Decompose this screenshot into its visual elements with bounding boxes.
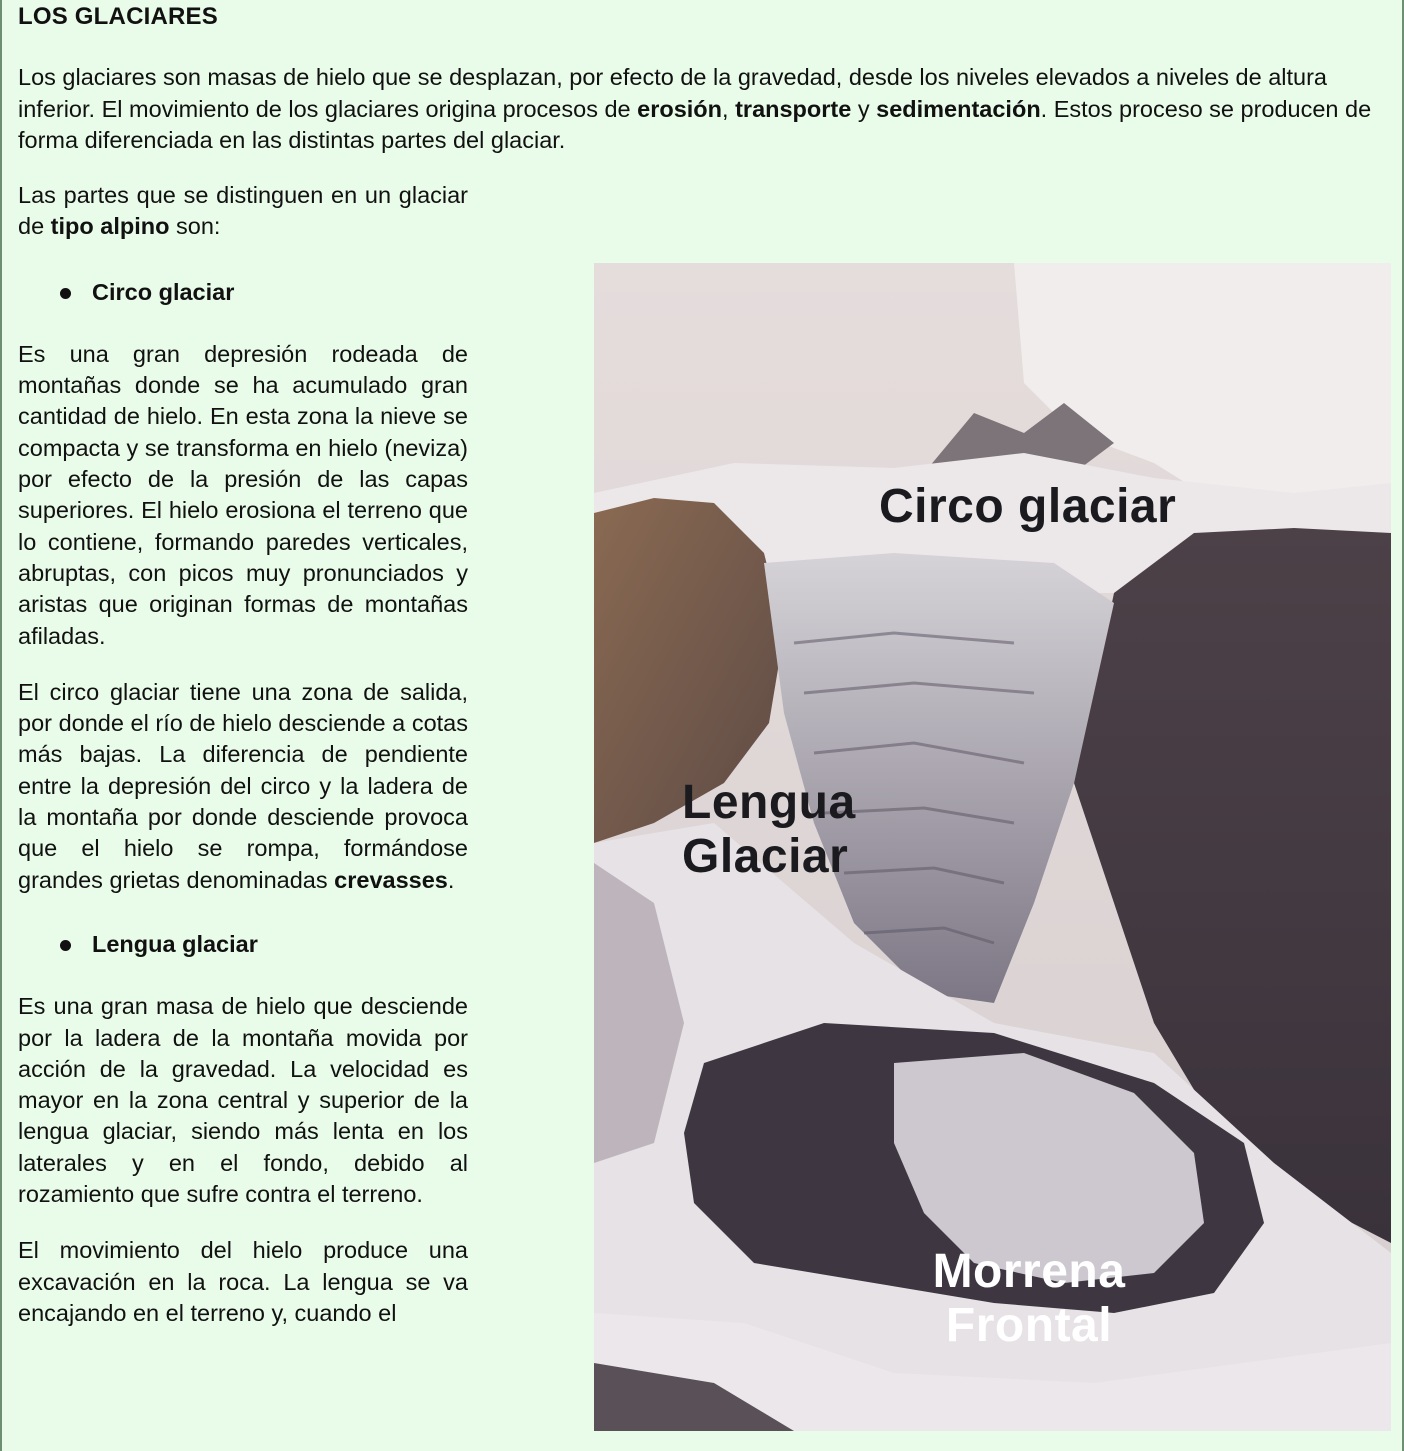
intro-term-sedimentacion: sedimentación xyxy=(876,95,1041,122)
intro-term-erosion: erosión xyxy=(637,95,723,122)
label-lengua-line-1: Lengua xyxy=(682,776,856,829)
parts-intro-text-2: son: xyxy=(169,213,221,240)
circo-term-crevasses: crevasses xyxy=(334,866,448,893)
lengua-paragraph-1: Es una gran masa de hielo que desciende por la ladera de la montaña movida por acción de la gravedad. La velocidad es mayor en la zona central y superior de la lengua glaciar, siendo más lenta en los laterales y en el fondo, debido al rozamiento que sufre contra el terreno. xyxy=(18,993,468,1208)
circo-paragraph-2-text: El circo glaciar tiene una zona de salida, por donde el río de hielo desciende a cotas más bajas. La diferencia de pendiente entre la depresión del circo y la ladera de la montaña por donde desciende provoca que el hielo se rompa, formándose grandes grietas denominadas xyxy=(18,678,468,893)
label-lengua-glaciar xyxy=(682,776,856,884)
circo-paragraph-2-end: . xyxy=(447,866,455,893)
label-morrena-line-2: Frontal xyxy=(945,1299,1113,1352)
bullet-label: Circo glaciar xyxy=(92,278,235,305)
circo-paragraph-1: Es una gran depresión rodeada de montañas donde se ha acumulado gran cantidad de hielo. En esta zona la nieve se compacta y se transforma en hielo (neviza) por efecto de la presión de las capas superiores. El hielo erosiona el terreno que lo contiene, formando paredes verticales, abruptas, con picos muy pronunciados y aristas que originan formas de montañas afiladas. xyxy=(18,340,468,649)
bullet-circo-glaciar xyxy=(18,277,468,308)
label-morrena-line-1: Morrena xyxy=(932,1245,1126,1298)
bullet-dot-icon xyxy=(60,940,71,951)
left-column xyxy=(18,180,468,1329)
glacier-photo xyxy=(594,263,1391,1431)
label-lengua-line-2: Glaciar xyxy=(682,830,849,883)
intro-text-4: . Estos proceso se producen de forma diferenciada en las distintas partes del glaciar. xyxy=(18,95,1372,153)
intro-paragraph xyxy=(18,62,1392,157)
intro-term-transporte: transporte xyxy=(735,95,852,122)
bullet-dot-icon xyxy=(60,288,71,299)
parts-intro-term: tipo alpino xyxy=(50,213,170,240)
bullet-label: Lengua glaciar xyxy=(92,930,258,957)
intro-text-3: y xyxy=(851,95,877,122)
label-morrena-frontal xyxy=(914,1245,1144,1353)
parts-intro-text-1: Las partes que se distinguen en un glaciar de xyxy=(18,182,468,240)
lengua-paragraph-2: El movimiento del hielo produce una excavación en la roca. La lengua se va encajando en el terreno y, cuando el xyxy=(18,1237,468,1326)
page-title: LOS GLACIARES xyxy=(18,3,218,30)
intro-text-1: Los glaciares son masas de hielo que se desplazan, por efecto de la gravedad, desde los niveles elevados a niveles de altura inferior. El movimiento de los glaciares origina procesos de xyxy=(18,64,1328,122)
parts-intro xyxy=(18,180,468,243)
label-circo-glaciar: Circo glaciar xyxy=(879,480,1177,533)
circo-paragraph-2 xyxy=(18,677,468,896)
intro-text-2: , xyxy=(722,95,736,122)
bullet-lengua-glaciar xyxy=(18,929,468,960)
